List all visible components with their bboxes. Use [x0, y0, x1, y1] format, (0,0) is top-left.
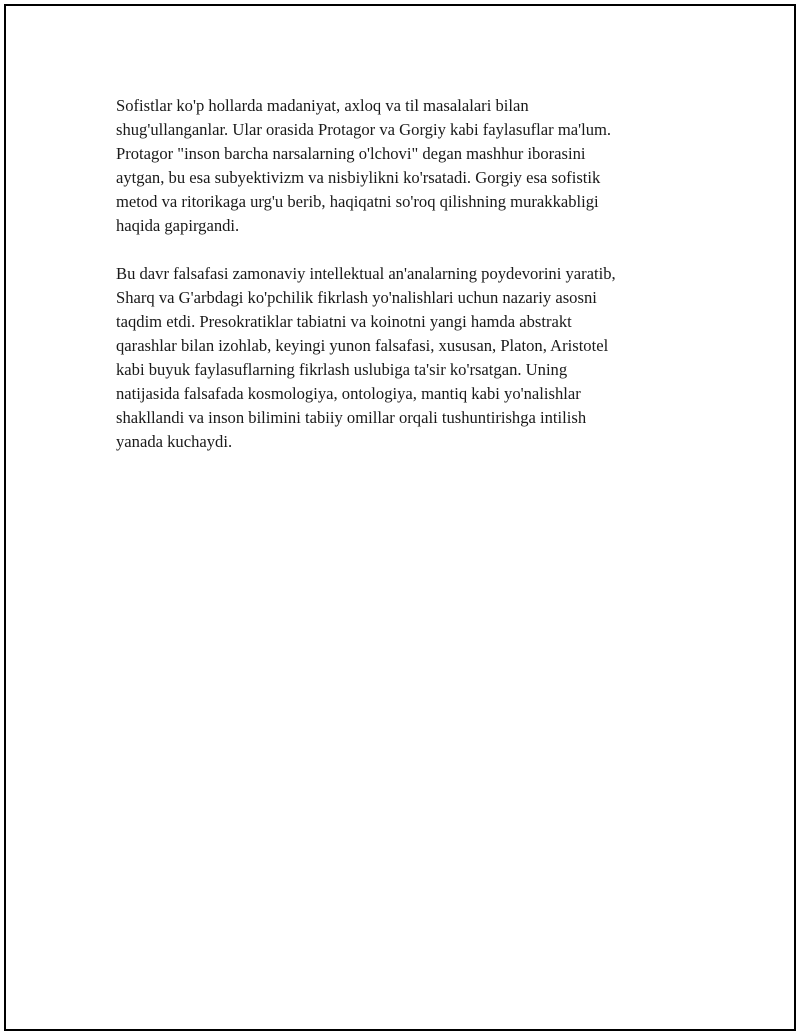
- paragraph-bu-davr: [116, 262, 706, 454]
- text-line: Sofistlar ko'p hollarda madaniyat, axloq va til masalalari bilan: [116, 96, 529, 115]
- paragraph-sofistlar: [116, 94, 706, 238]
- text-line: natijasida falsafada kosmologiya, ontologiya, mantiq kabi yo'nalishlar: [116, 384, 581, 403]
- text-line: yanada kuchaydi.: [116, 432, 233, 451]
- text-line: taqdim etdi. Presokratiklar tabiatni va koinotni yangi hamda abstrakt: [116, 312, 572, 331]
- text-line: shug'ullanganlar. Ular orasida Protagor va Gorgiy kabi faylasuflar ma'lum.: [116, 120, 612, 139]
- text-line: metod va ritorikaga urg'u berib, haqiqatni so'roq qilishning murakkabligi: [116, 192, 599, 211]
- text-line: Protagor "inson barcha narsalarning o'lchovi" degan mashhur iborasini: [116, 144, 586, 163]
- text-line: shakllandi va inson bilimini tabiiy omillar orqali tushuntirishga intilish: [116, 408, 587, 427]
- text-line: haqida gapirgandi.: [116, 216, 240, 235]
- text-line: Bu davr falsafasi zamonaviy intellektual an'analarning poydevorini yaratib,: [116, 264, 616, 283]
- text-line: kabi buyuk faylasuflarning fikrlash uslubiga ta'sir ko'rsatgan. Uning: [116, 360, 568, 379]
- text-line: qarashlar bilan izohlab, keyingi yunon falsafasi, xususan, Platon, Aristotel: [116, 336, 609, 355]
- text-line: Sharq va G'arbdagi ko'pchilik fikrlash yo'nalishlari uchun nazariy asosni: [116, 288, 597, 307]
- document-body: [116, 94, 706, 478]
- text-line: aytgan, bu esa subyektivizm va nisbiylikni ko'rsatadi. Gorgiy esa sofistik: [116, 168, 601, 187]
